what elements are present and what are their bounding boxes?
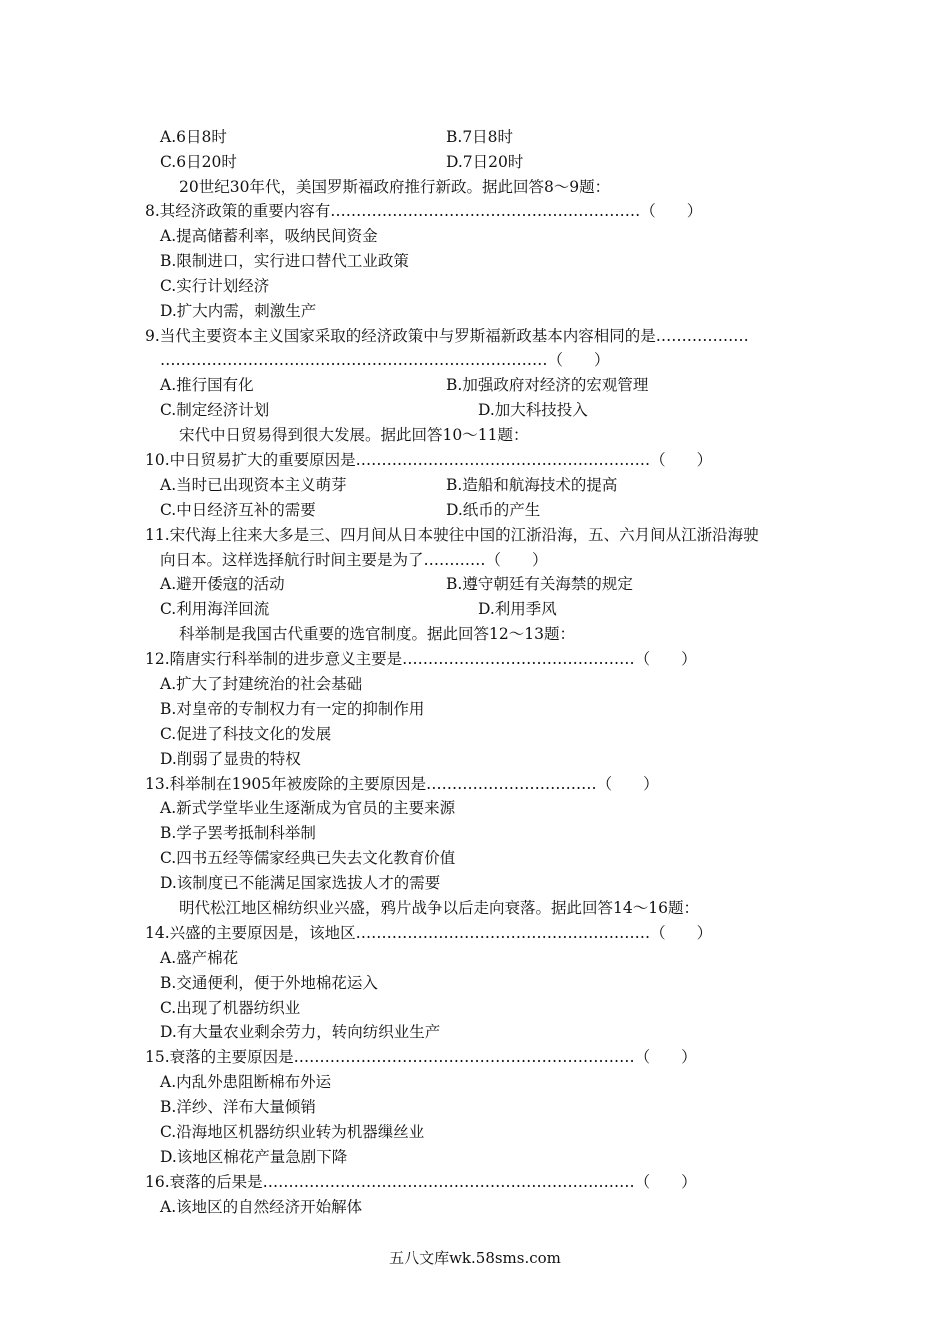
question-line: 12.隋唐实行科举制的进步意义主要是………………………………………（ ） — [145, 650, 697, 668]
option-line: B.交通便利，便于外地棉花运入 — [160, 974, 378, 992]
option-line: C.四书五经等儒家经典已失去文化教育价值 — [160, 849, 456, 867]
option-line: A.6日8时 — [160, 128, 227, 146]
option-line: B.遵守朝廷有关海禁的规定 — [446, 575, 633, 593]
option-line: D.有大量农业剩余劳力，转向纺织业生产 — [160, 1023, 441, 1041]
question-line: 9.当代主要资本主义国家采取的经济政策中与罗斯福新政基本内容相同的是……………… — [145, 327, 749, 345]
section-intro: 明代松江地区棉纺织业兴盛，鸦片战争以后走向衰落。据此回答14～16题： — [179, 899, 699, 917]
question-line: 14.兴盛的主要原因是，该地区…………………………………………………（ ） — [145, 924, 713, 942]
option-line: C.实行计划经济 — [160, 277, 270, 295]
question-line: 11.宋代海上往来大多是三、四月间从日本驶往中国的江浙沿海，五、六月间从江浙沿海驶 — [145, 526, 759, 544]
option-line: A.内乱外患阻断棉布外运 — [160, 1073, 332, 1091]
option-line: D.该制度已不能满足国家选拔人才的需要 — [160, 874, 441, 892]
option-line: B.洋纱、洋布大量倾销 — [160, 1098, 316, 1116]
option-line: C.出现了机器纺织业 — [160, 999, 301, 1017]
question-line: 8.其经济政策的重要内容有……………………………………………………（ ） — [145, 202, 703, 220]
option-line: A.推行国有化 — [160, 376, 254, 394]
option-line: A.避开倭寇的活动 — [160, 575, 285, 593]
option-line: D.扩大内需，刺激生产 — [160, 302, 317, 320]
section-intro: 宋代中日贸易得到很大发展。据此回答10～11题： — [179, 426, 529, 444]
question-line: 15.衰落的主要原因是…………………………………………………………（ ） — [145, 1048, 697, 1066]
option-line: A.盛产棉花 — [160, 949, 239, 967]
option-line: B.造船和航海技术的提高 — [446, 476, 618, 494]
option-line: B.7日8时 — [446, 128, 514, 146]
option-line: A.新式学堂毕业生逐渐成为官员的主要来源 — [160, 799, 456, 817]
option-line: D.纸币的产生 — [446, 501, 541, 519]
option-line: B.对皇帝的专制权力有一定的抑制作用 — [160, 700, 425, 718]
option-line: C.促进了科技文化的发展 — [160, 725, 332, 743]
option-line: C.6日20时 — [160, 153, 237, 171]
option-line: C.利用海洋回流 — [160, 600, 270, 618]
question-line: …………………………………………………………………（ ） — [160, 351, 610, 369]
option-line: D.7日20时 — [446, 153, 524, 171]
option-line: B.学子罢考抵制科举制 — [160, 824, 316, 842]
option-line: D.该地区棉花产量急剧下降 — [160, 1148, 348, 1166]
page-footer: 五八文库wk.58sms.com — [389, 1249, 561, 1267]
question-line: 13.科举制在1905年被废除的主要原因是……………………………（ ） — [145, 775, 659, 793]
option-line: D.加大科技投入 — [478, 401, 588, 419]
question-line: 16.衰落的后果是………………………………………………………………（ ） — [145, 1173, 697, 1191]
option-line: D.削弱了显贵的特权 — [160, 750, 301, 768]
section-intro: 科举制是我国古代重要的选官制度。据此回答12～13题： — [179, 625, 575, 643]
section-intro: 20世纪30年代，美国罗斯福政府推行新政。据此回答8～9题： — [179, 178, 611, 196]
option-line: A.扩大了封建统治的社会基础 — [160, 675, 363, 693]
option-line: C.制定经济计划 — [160, 401, 270, 419]
option-line: A.该地区的自然经济开始解体 — [160, 1198, 363, 1216]
option-line: B.限制进口，实行进口替代工业政策 — [160, 252, 409, 270]
question-line: 向日本。这样选择航行时间主要是为了…………（ ） — [160, 551, 548, 569]
option-line: D.利用季风 — [478, 600, 557, 618]
option-line: B.加强政府对经济的宏观管理 — [446, 376, 649, 394]
option-line: A.当时已出现资本主义萌芽 — [160, 476, 347, 494]
option-line: C.沿海地区机器纺织业转为机器缫丝业 — [160, 1123, 425, 1141]
option-line: C.中日经济互补的需要 — [160, 501, 316, 519]
question-line: 10.中日贸易扩大的重要原因是…………………………………………………（ ） — [145, 451, 713, 469]
option-line: A.提高储蓄利率，吸纳民间资金 — [160, 227, 378, 245]
